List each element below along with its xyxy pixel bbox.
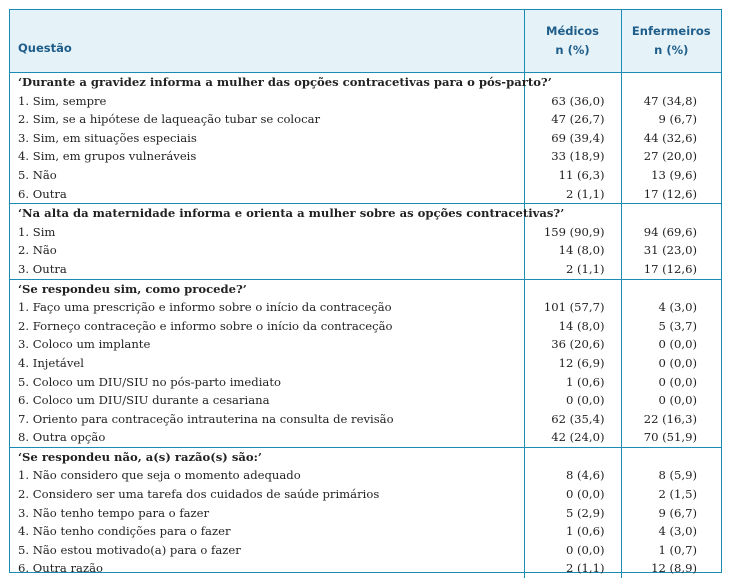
row-label: 2. Considero ser uma tarefa dos cuidados de saúde primários: [18, 487, 380, 502]
row-label: 1. Sim: [18, 224, 56, 239]
cell-enfermeiros: 70 (51,9): [621, 428, 721, 447]
cell-enfermeiros: 4 (3,0): [621, 522, 721, 541]
header-enfermeiros: [621, 10, 721, 73]
row-label: 7. Oriento para contraceção intrauterina na consulta de revisão: [18, 411, 394, 426]
cell-enfermeiros: 27 (20,0): [621, 147, 721, 166]
cell-medicos: 101 (57,7): [524, 298, 621, 317]
cell-enfermeiros: 5 (3,7): [621, 317, 721, 336]
cell-medicos: 33 (18,9): [524, 147, 621, 166]
row-label: 1. Faço uma prescrição e informo sobre o início da contraceção: [18, 300, 392, 315]
cell-medicos: 12 (6,9): [524, 354, 621, 373]
cell-medicos: 11 (6,3): [524, 166, 621, 185]
cell-medicos: 0 (0,0): [524, 485, 621, 504]
header-question: Questão: [10, 10, 524, 73]
row-label: 8. Outra opção: [18, 430, 106, 445]
row-label: 6. Coloco um DIU/SIU durante a cesariana: [18, 393, 270, 408]
row-label: 4. Não tenho condições para o fazer: [18, 524, 231, 539]
cell-enfermeiros: 12 (8,9): [621, 559, 721, 578]
row-label: 1. Sim, sempre: [18, 93, 107, 108]
table-row: [10, 354, 721, 373]
section-empty-cell: [524, 447, 621, 466]
cell-enfermeiros: 1 (0,7): [621, 541, 721, 560]
header-medicos-unit: n (%): [555, 43, 590, 57]
table-row: [10, 317, 721, 336]
survey-table: [10, 10, 721, 578]
header-medicos: [524, 10, 621, 73]
cell-medicos: 63 (36,0): [524, 92, 621, 111]
cell-medicos: 8 (4,6): [524, 466, 621, 485]
section-header-row: [10, 204, 721, 223]
section-empty-cell: [621, 204, 721, 223]
cell-enfermeiros: 17 (12,6): [621, 185, 721, 204]
section-empty-cell: [524, 279, 621, 298]
section-header-row: [10, 447, 721, 466]
cell-medicos: 62 (35,4): [524, 410, 621, 429]
table-header-row: [10, 10, 721, 73]
table-row: [10, 504, 721, 523]
row-label: 3. Outra: [18, 261, 67, 276]
cell-enfermeiros: 31 (23,0): [621, 241, 721, 260]
table-row: [10, 559, 721, 578]
table-row: [10, 335, 721, 354]
cell-enfermeiros: 17 (12,6): [621, 260, 721, 279]
cell-enfermeiros: 22 (16,3): [621, 410, 721, 429]
cell-medicos: 36 (20,6): [524, 335, 621, 354]
cell-medicos: 2 (1,1): [524, 559, 621, 578]
cell-enfermeiros: 8 (5,9): [621, 466, 721, 485]
cell-medicos: 5 (2,9): [524, 504, 621, 523]
table-row: [10, 147, 721, 166]
cell-medicos: 69 (39,4): [524, 129, 621, 148]
cell-enfermeiros: 47 (34,8): [621, 92, 721, 111]
cell-medicos: 2 (1,1): [524, 185, 621, 204]
table-row: [10, 541, 721, 560]
table-row: [10, 428, 721, 447]
section-header-row: [10, 73, 721, 92]
table-row: [10, 522, 721, 541]
table-row: [10, 410, 721, 429]
cell-medicos: 1 (0,6): [524, 522, 621, 541]
row-label: 3. Coloco um implante: [18, 337, 151, 352]
section-empty-cell: [621, 279, 721, 298]
cell-enfermeiros: 9 (6,7): [621, 504, 721, 523]
cell-medicos: 159 (90,9): [524, 223, 621, 242]
row-label: 3. Não tenho tempo para o fazer: [18, 505, 210, 520]
cell-enfermeiros: 4 (3,0): [621, 298, 721, 317]
section-empty-cell: [621, 447, 721, 466]
row-label: 5. Coloco um DIU/SIU no pós-parto imediato: [18, 374, 281, 389]
table-row: [10, 92, 721, 111]
cell-medicos: 0 (0,0): [524, 391, 621, 410]
table-row: [10, 223, 721, 242]
row-label: 2. Sim, se a hipótese de laqueação tubar se colocar: [18, 112, 321, 127]
table-row: [10, 166, 721, 185]
table-row: [10, 241, 721, 260]
row-label: 5. Não: [18, 167, 57, 182]
cell-enfermeiros: 0 (0,0): [621, 373, 721, 392]
section-header-row: [10, 279, 721, 298]
row-label: 2. Não: [18, 243, 57, 258]
cell-medicos: 14 (8,0): [524, 317, 621, 336]
cell-enfermeiros: 44 (32,6): [621, 129, 721, 148]
cell-medicos: 1 (0,6): [524, 373, 621, 392]
cell-medicos: 0 (0,0): [524, 541, 621, 560]
header-enfermeiros-label: Enfermeiros: [631, 24, 711, 38]
section-title: ‘Se respondeu sim, como procede?’: [10, 279, 524, 298]
row-label: 3. Sim, em situações especiais: [18, 130, 197, 145]
row-label: 6. Outra razão: [18, 561, 103, 576]
section-title: ‘Na alta da maternidade informa e orienta a mulher sobre as opções contracetivas?’: [10, 204, 524, 223]
header-enfermeiros-unit: n (%): [654, 43, 689, 57]
cell-enfermeiros: 94 (69,6): [621, 223, 721, 242]
table-row: [10, 185, 721, 204]
row-label: 4. Sim, em grupos vulneráveis: [18, 149, 197, 164]
table-row: [10, 373, 721, 392]
table-row: [10, 485, 721, 504]
cell-enfermeiros: 2 (1,5): [621, 485, 721, 504]
row-label: 4. Injetável: [18, 355, 84, 370]
section-title: ‘Durante a gravidez informa a mulher das opções contracetivas para o pós-parto?’: [10, 73, 524, 92]
data-table-frame: [9, 9, 722, 576]
table-body: [10, 73, 721, 579]
cell-medicos: 42 (24,0): [524, 428, 621, 447]
table-row: [10, 129, 721, 148]
header-medicos-label: Médicos: [546, 24, 599, 38]
section-title: ‘Se respondeu não, a(s) razão(s) são:’: [10, 447, 524, 466]
cell-enfermeiros: 0 (0,0): [621, 354, 721, 373]
cell-medicos: 14 (8,0): [524, 241, 621, 260]
cell-enfermeiros: 9 (6,7): [621, 110, 721, 129]
cell-enfermeiros: 0 (0,0): [621, 391, 721, 410]
cell-enfermeiros: 13 (9,6): [621, 166, 721, 185]
row-label: 1. Não considero que seja o momento adequado: [18, 468, 301, 483]
section-empty-cell: [621, 73, 721, 92]
table-row: [10, 110, 721, 129]
cell-medicos: 47 (26,7): [524, 110, 621, 129]
table-row: [10, 260, 721, 279]
table-row: [10, 466, 721, 485]
row-label: 5. Não estou motivado(a) para o fazer: [18, 542, 241, 557]
row-label: 6. Outra: [18, 186, 67, 201]
table-row: [10, 298, 721, 317]
cell-enfermeiros: 0 (0,0): [621, 335, 721, 354]
cell-medicos: 2 (1,1): [524, 260, 621, 279]
row-label: 2. Forneço contraceção e informo sobre o início da contraceção: [18, 318, 393, 333]
table-row: [10, 391, 721, 410]
